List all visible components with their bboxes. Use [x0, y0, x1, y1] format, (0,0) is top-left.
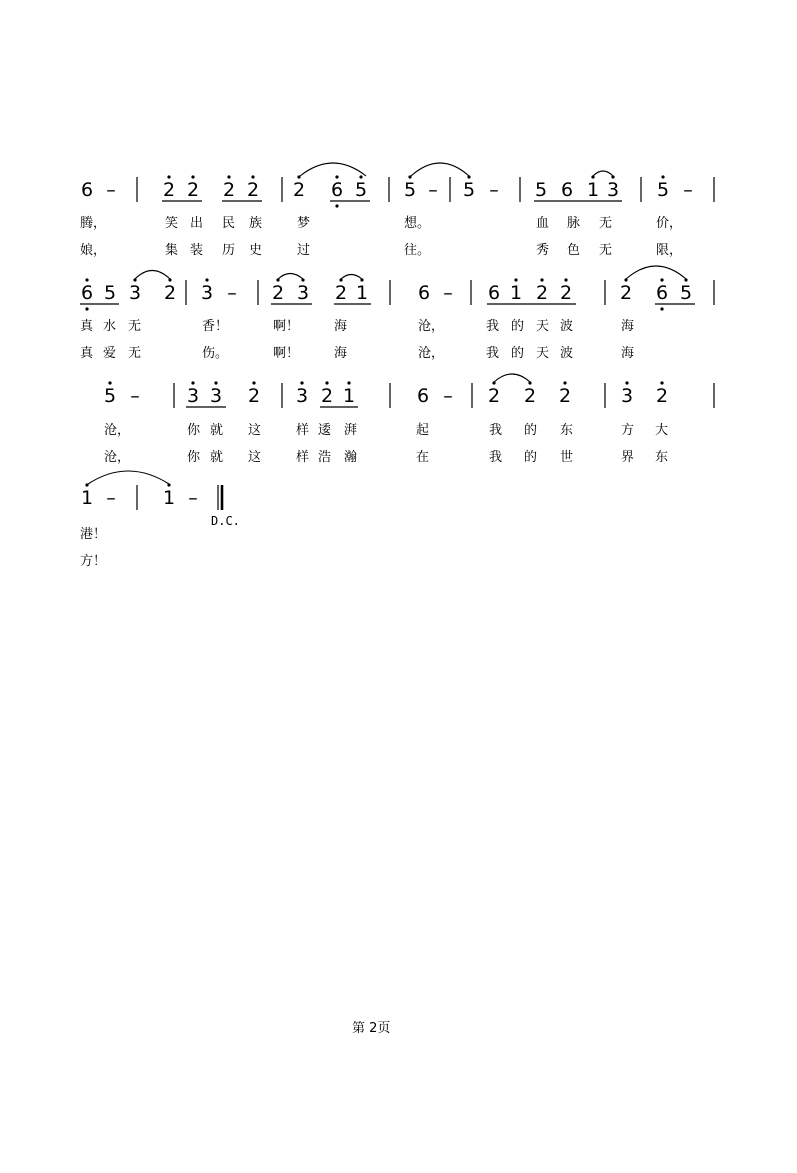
lyric: 波 [560, 319, 574, 334]
note: 5 [403, 179, 417, 201]
lyric: 血 [536, 216, 550, 231]
lyric: 港！ [80, 527, 107, 542]
dash: – [106, 179, 116, 201]
lyric: 真 [80, 319, 94, 334]
note: 2 [186, 179, 200, 201]
note: 2 [558, 385, 572, 407]
dc-marking: D.C. [211, 514, 240, 528]
lyric: 沧， [418, 319, 445, 334]
note: 5 [656, 179, 670, 201]
high-octave-dot [227, 175, 230, 178]
lyric: 秀 [536, 243, 550, 258]
lyric: 天 [536, 346, 550, 361]
lyric: 水 [103, 319, 117, 334]
lyric: 方！ [80, 554, 107, 569]
note: 1 [355, 282, 369, 304]
lyric: 东 [560, 423, 574, 438]
lyric: 世 [560, 450, 574, 465]
lyric: 出 [190, 216, 204, 231]
lyric: 集 [165, 243, 179, 258]
high-octave-dot [205, 278, 208, 281]
high-octave-dot [359, 175, 362, 178]
slur [593, 171, 613, 176]
lyric: 啊！ [273, 319, 300, 334]
high-octave-dot [514, 278, 517, 281]
high-octave-dot [325, 381, 328, 384]
low-octave-dot [660, 307, 663, 310]
note: 5 [679, 282, 693, 304]
note: 2 [487, 385, 501, 407]
note: 6 [417, 282, 431, 304]
slur [88, 471, 169, 484]
note: 3 [620, 385, 634, 407]
lyric: 腾， [80, 216, 107, 231]
lyric: 梦 [297, 216, 311, 231]
lyric: 这 [248, 423, 262, 438]
lyric: 海 [621, 346, 635, 361]
high-octave-dot [191, 175, 194, 178]
note: 2 [334, 282, 348, 304]
note: 2 [320, 385, 334, 407]
high-octave-dot [251, 175, 254, 178]
lyric: 样 [296, 450, 310, 465]
lyric: 色 [567, 243, 581, 258]
note: 2 [655, 385, 669, 407]
note: 2 [222, 179, 236, 201]
lyric: 无 [599, 216, 613, 231]
lyric: 沧， [104, 423, 131, 438]
lyric: 过 [297, 243, 311, 258]
note: 6 [80, 282, 94, 304]
dash: – [489, 179, 499, 201]
high-octave-dot [335, 175, 338, 178]
lyric: 方 [621, 423, 635, 438]
lyric: 爱 [103, 346, 117, 361]
lyric: 香！ [202, 319, 229, 334]
note: 3 [186, 385, 200, 407]
note: 2 [271, 282, 285, 304]
note: 3 [209, 385, 223, 407]
page-number: 第 2页 [352, 1021, 391, 1036]
note: 2 [247, 385, 261, 407]
note: 6 [655, 282, 669, 304]
slur [341, 275, 362, 280]
high-octave-dot [214, 381, 217, 384]
note: 3 [200, 282, 214, 304]
note: 2 [292, 179, 306, 201]
high-octave-dot [85, 278, 88, 281]
high-octave-dot [540, 278, 543, 281]
note: 2 [523, 385, 537, 407]
slur [300, 163, 366, 176]
lyric: 浩 [318, 450, 332, 465]
high-octave-dot [300, 381, 303, 384]
lyric: 想。 [404, 216, 431, 231]
lyric: 我 [486, 346, 500, 361]
note: 5 [103, 282, 117, 304]
lyric: 你 [187, 423, 201, 438]
slur [626, 266, 686, 279]
lyric: 的 [511, 319, 525, 334]
note: 6 [487, 282, 501, 304]
lyric: 啊！ [273, 346, 300, 361]
dash: – [188, 487, 198, 509]
note: 3 [606, 179, 620, 201]
lyric: 装 [190, 243, 204, 258]
slur [135, 271, 170, 280]
dash: – [130, 385, 140, 407]
lyric: 波 [560, 346, 574, 361]
note: 2 [163, 282, 177, 304]
lyric: 湃 [344, 423, 358, 438]
lyric: 往。 [404, 243, 431, 258]
note: 6 [560, 179, 574, 201]
low-octave-dot [335, 204, 338, 207]
dash: – [428, 179, 438, 201]
high-octave-dot [625, 381, 628, 384]
lyric: 的 [511, 346, 525, 361]
lyric: 无 [128, 346, 142, 361]
lyric: 样 [296, 423, 310, 438]
note: 2 [246, 179, 260, 201]
lyric: 限， [656, 243, 683, 258]
lyric: 伤。 [202, 346, 229, 361]
note: 2 [162, 179, 176, 201]
lyric: 真 [80, 346, 94, 361]
lyric: 你 [187, 450, 201, 465]
note: 3 [296, 282, 310, 304]
dash: – [443, 282, 453, 304]
slur [411, 163, 469, 176]
lyric: 无 [599, 243, 613, 258]
lyric: 海 [621, 319, 635, 334]
lyric: 史 [249, 243, 263, 258]
lyric: 价， [656, 216, 683, 231]
lyric: 瀚 [344, 450, 358, 465]
high-octave-dot [252, 381, 255, 384]
note: 5 [462, 179, 476, 201]
lyric: 海 [334, 346, 348, 361]
high-octave-dot [167, 175, 170, 178]
lyric: 逶 [318, 423, 332, 438]
high-octave-dot [108, 381, 111, 384]
lyric: 沧， [418, 346, 445, 361]
lyric: 娘， [80, 243, 107, 258]
dash: – [683, 179, 693, 201]
lyric: 天 [536, 319, 550, 334]
dash: – [227, 282, 237, 304]
lyric: 大 [655, 423, 669, 438]
slur [278, 274, 303, 280]
note: 6 [80, 179, 94, 201]
lyric: 笑 [165, 216, 179, 231]
slur [494, 374, 530, 382]
lyric: 就 [210, 423, 224, 438]
note: 1 [162, 487, 176, 509]
note: 5 [354, 179, 368, 201]
lyric: 海 [334, 319, 348, 334]
note: 3 [128, 282, 142, 304]
note: 2 [619, 282, 633, 304]
note: 1 [509, 282, 523, 304]
note: 1 [342, 385, 356, 407]
lyric: 族 [249, 216, 263, 231]
high-octave-dot [191, 381, 194, 384]
lyric: 就 [210, 450, 224, 465]
lyric: 无 [128, 319, 142, 334]
low-octave-dot [85, 307, 88, 310]
note: 1 [80, 487, 94, 509]
note: 6 [416, 385, 430, 407]
lyric: 我 [489, 450, 503, 465]
lyric: 历 [222, 243, 236, 258]
lyric: 东 [655, 450, 669, 465]
lyric: 这 [248, 450, 262, 465]
lyric: 起 [416, 423, 430, 438]
note: 3 [295, 385, 309, 407]
high-octave-dot [660, 381, 663, 384]
lyric: 在 [416, 450, 430, 465]
lyric: 我 [489, 423, 503, 438]
high-octave-dot [563, 381, 566, 384]
note: 5 [103, 385, 117, 407]
high-octave-dot [660, 278, 663, 281]
lyric: 脉 [567, 216, 581, 231]
note: 5 [534, 179, 548, 201]
note: 2 [559, 282, 573, 304]
lyric: 民 [222, 216, 236, 231]
note: 1 [586, 179, 600, 201]
lyric: 界 [621, 450, 635, 465]
dash: – [106, 487, 116, 509]
note: 6 [330, 179, 344, 201]
lyric: 沧， [104, 450, 131, 465]
high-octave-dot [347, 381, 350, 384]
lyric: 我 [486, 319, 500, 334]
note: 2 [535, 282, 549, 304]
high-octave-dot [564, 278, 567, 281]
high-octave-dot [661, 175, 664, 178]
lyric: 的 [524, 423, 538, 438]
lyric: 的 [524, 450, 538, 465]
dash: – [443, 385, 453, 407]
